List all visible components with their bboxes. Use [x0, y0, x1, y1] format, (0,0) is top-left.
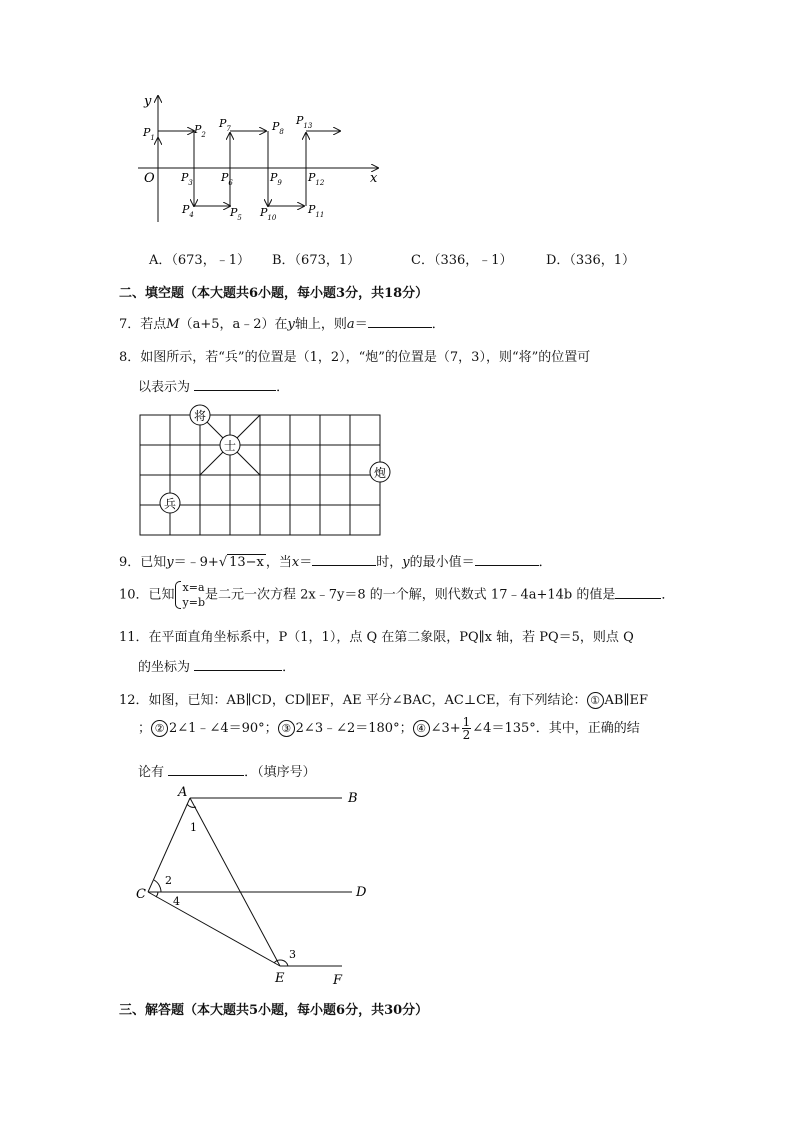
chess-board-figure: [136, 400, 396, 540]
label-b: B: [348, 791, 358, 806]
option-d: D．（336，1）: [546, 253, 636, 268]
piece-shi: [220, 435, 240, 455]
parallel-lines-figure: [130, 782, 380, 992]
piece-jiang: [190, 405, 210, 425]
point-label-p4: $P_4$: [182, 203, 194, 219]
svg-text:将: 将: [193, 409, 207, 423]
label-a: A: [178, 785, 188, 800]
svg-text:兵: 兵: [163, 497, 177, 511]
answer-blank[interactable]: [615, 586, 661, 599]
angle-3-label: 3: [289, 948, 296, 961]
option-c: C．（336，﹣1）: [411, 253, 513, 268]
point-label-p13: $P_{13}$: [296, 114, 313, 130]
question-8-line2: 以表示为 ．: [138, 380, 290, 395]
question-9: 9．已知y＝﹣9+√ 13−x ，当x＝ 时，y的最小值＝ ．: [119, 555, 552, 570]
point-label-p6: $P_6$: [221, 171, 233, 187]
section-heading-fill-in: 二、填空题（本大题共6小题，每小题3分，共18分）: [119, 286, 429, 301]
point-label-p8: $P_8$: [272, 120, 284, 136]
point-label-p3: $P_3$: [181, 171, 193, 187]
point-label-p12: $P_{12}$: [308, 171, 325, 187]
question-11-line1: 11．在平面直角坐标系中，P（1，1），点 Q 在第二象限，PQ∥x 轴，若 PQ＝5，则点 Q: [119, 630, 634, 645]
svg-text:士: 士: [223, 439, 237, 453]
point-label-p2: $P_2$: [194, 123, 206, 139]
question-12-line3: 论有 ．（填序号）: [138, 765, 316, 780]
x-axis-label: x: [370, 171, 378, 186]
point-label-p10: $P_{10}$: [260, 206, 277, 222]
question-10: 10．已知 x=a y=b 是二元一次方程 2x﹣7y＝8 的一个解，则代数式 17﹣4a+14b 的值是 ．: [119, 581, 675, 609]
point-label-p9: $P_9$: [270, 171, 282, 187]
angle-4-label: 4: [173, 895, 180, 908]
point-label-p11: $P_{11}$: [308, 203, 325, 219]
option-a: A．（673，﹣1）: [149, 253, 250, 268]
answer-blank[interactable]: [194, 378, 276, 391]
angle-2-label: 2: [165, 874, 172, 887]
label-e: E: [275, 971, 285, 986]
question-12-line1: 12．如图，已知：AB∥CD，CD∥EF，AE 平分∠BAC，AC⊥CE，有下列结论： ① AB∥EF: [119, 693, 648, 708]
answer-blank[interactable]: [168, 763, 244, 776]
question-12-line2: ； ② 2∠1﹣∠4＝90°； ③ 2∠3﹣∠2＝180°； ④ ∠3+ $\frac{1}{2}$ ∠4＝135°．其中，正确的结: [138, 715, 640, 742]
label-c: C: [136, 887, 146, 902]
piece-pao: [370, 462, 390, 482]
point-label-p5: $P_5$: [230, 206, 242, 222]
option-b: B．（673，1）: [272, 253, 361, 268]
question-11-line2: 的坐标为 ．: [138, 660, 296, 675]
label-d: D: [356, 885, 367, 900]
point-label-p7: $P_7$: [219, 117, 231, 133]
piece-bing: [160, 493, 180, 513]
answer-blank[interactable]: [368, 315, 432, 328]
coordinate-path-figure: [130, 90, 390, 225]
answer-blank[interactable]: [312, 553, 376, 566]
origin-label: O: [144, 171, 155, 186]
question-7: 7．若点M（a+5，a﹣2）在y轴上，则a＝ ．: [119, 317, 445, 332]
svg-text:炮: 炮: [373, 466, 387, 480]
answer-blank[interactable]: [194, 658, 282, 671]
question-8-line1: 8．如图所示，若“兵”的位置是（1，2），“炮”的位置是（7，3），则“将”的位置可: [119, 350, 591, 365]
y-axis-label: y: [144, 94, 152, 109]
point-label-p1: $P_1$: [143, 126, 155, 142]
answer-blank[interactable]: [475, 553, 539, 566]
angle-1-label: 1: [190, 821, 197, 834]
section-heading-solve: 三、解答题（本大题共5小题，每小题6分，共30分）: [119, 1003, 429, 1018]
label-f: F: [333, 973, 343, 988]
